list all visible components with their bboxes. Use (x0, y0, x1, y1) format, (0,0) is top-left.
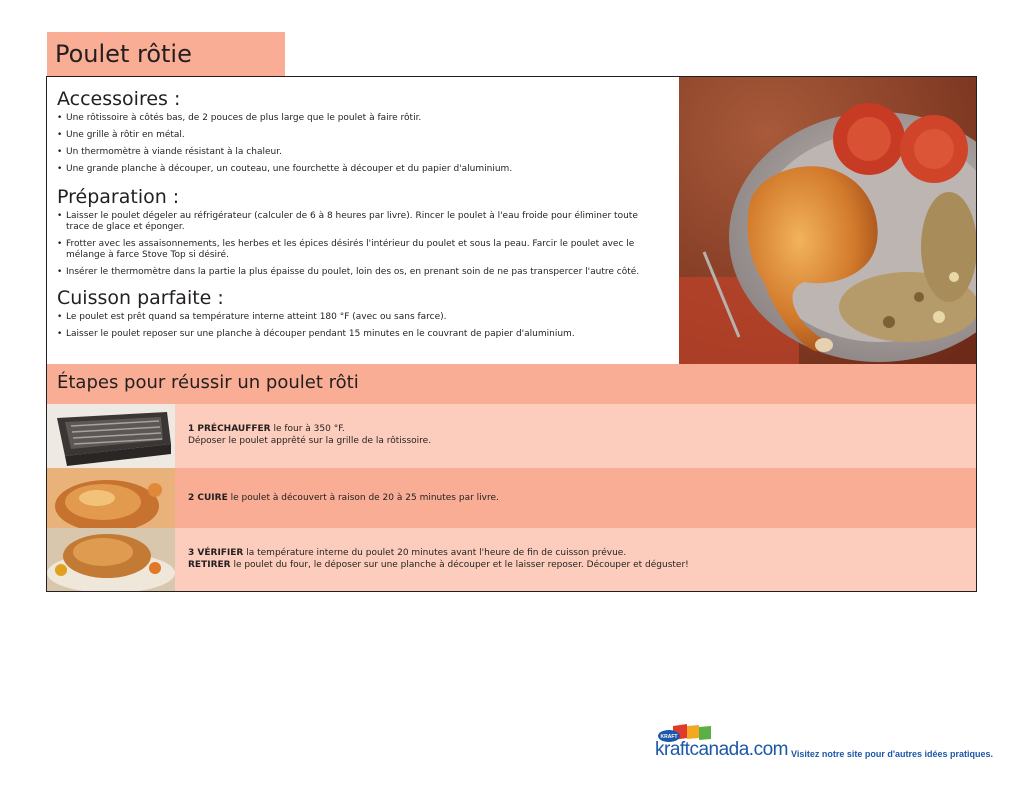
content-area (57, 87, 657, 346)
step-3-description: la température interne du poulet 20 minutes avant l'heure de fin de cuisson prévue. (243, 548, 627, 558)
section-accessoires (57, 87, 657, 175)
list-cuisson (57, 312, 657, 340)
list-item: • Une grande planche à découper, un couteau, une fourchette à découper et du papier d'aluminium. (57, 164, 657, 175)
section-cuisson (57, 286, 657, 340)
heading-cuisson: Cuisson parfaite : (57, 287, 224, 309)
roasting-pan-image (47, 404, 175, 468)
list-item: • Une rôtissoire à côtés bas, de 2 pouces de plus large que le poulet à faire rôtir. (57, 113, 657, 124)
list-item: • Insérer le thermomètre dans la partie la plus épaisse du poulet, loin des os, en prenant soin de ne pas transpercer l'autre côté. (57, 267, 657, 278)
step-2-keyword: 2 CUIRE (188, 493, 228, 503)
step-3-keyword: 3 VÉRIFIER (188, 548, 244, 558)
step-2 (47, 468, 976, 528)
recipe-card (46, 76, 977, 592)
list-accessoires (57, 113, 657, 175)
step-1-keyword: 1 PRÉCHAUFFER (188, 424, 271, 434)
etapes-heading: Étapes pour réussir un poulet rôti (57, 372, 359, 393)
heading-preparation: Préparation : (57, 186, 180, 208)
list-item: • Le poulet est prêt quand sa température interne atteint 180 °F (avec ou sans farce). (57, 312, 657, 323)
step-3-description-2: le poulet du four, le déposer sur une planche à découper et le laisser reposer. Découper et déguster! (230, 560, 689, 570)
logo-text: kraftcanada.com (655, 739, 788, 760)
page-title: Poulet rôtie (55, 40, 192, 68)
whole-chicken-image (47, 468, 175, 528)
footer-tagline: Visitez notre site pour d'autres idées pratiques. (791, 749, 994, 759)
step-1 (47, 404, 976, 468)
section-preparation (57, 185, 657, 278)
roast-chicken-image (679, 77, 976, 364)
list-item: • Une grille à rôtir en métal. (57, 130, 657, 141)
chicken-platter-image (47, 528, 175, 591)
step-1-text (188, 423, 431, 447)
step-3 (47, 528, 976, 591)
step-1-line2: Déposer le poulet apprêté sur la grille de la rôtissoire. (188, 436, 432, 446)
step-3-keyword-2: RETIRER (188, 560, 231, 570)
list-item: • Un thermomètre à viande résistant à la chaleur. (57, 147, 657, 158)
heading-accessoires: Accessoires : (57, 88, 181, 110)
step-1-description: le four à 350 °F. (270, 424, 345, 434)
step-2-description: le poulet à découvert à raison de 20 à 25 minutes par livre. (227, 493, 499, 503)
step-3-text (188, 547, 689, 571)
kraft-badge: KRAFT (660, 734, 678, 740)
kraftcanada-logo[interactable] (655, 724, 788, 764)
list-item: • Frotter avec les assaisonnements, les herbes et les épices désirés l'intérieur du poulet et sous la peau. Farcir le poulet avec le mélange à farce Stove Top si désiré. (57, 239, 657, 261)
title-tab (47, 32, 285, 77)
step-2-text (188, 492, 499, 504)
list-item: • Laisser le poulet dégeler au réfrigérateur (calculer de 6 à 8 heures par livre). Rincer le poulet à l'eau froide pour éliminer toute trace de glace et éponger. (57, 211, 657, 233)
list-item: • Laisser le poulet reposer sur une planche à découper pendant 15 minutes en le couvrant de papier d'aluminium. (57, 329, 657, 340)
roast-chicken-photo (679, 77, 976, 364)
etapes-header (47, 364, 976, 404)
list-preparation (57, 211, 657, 278)
